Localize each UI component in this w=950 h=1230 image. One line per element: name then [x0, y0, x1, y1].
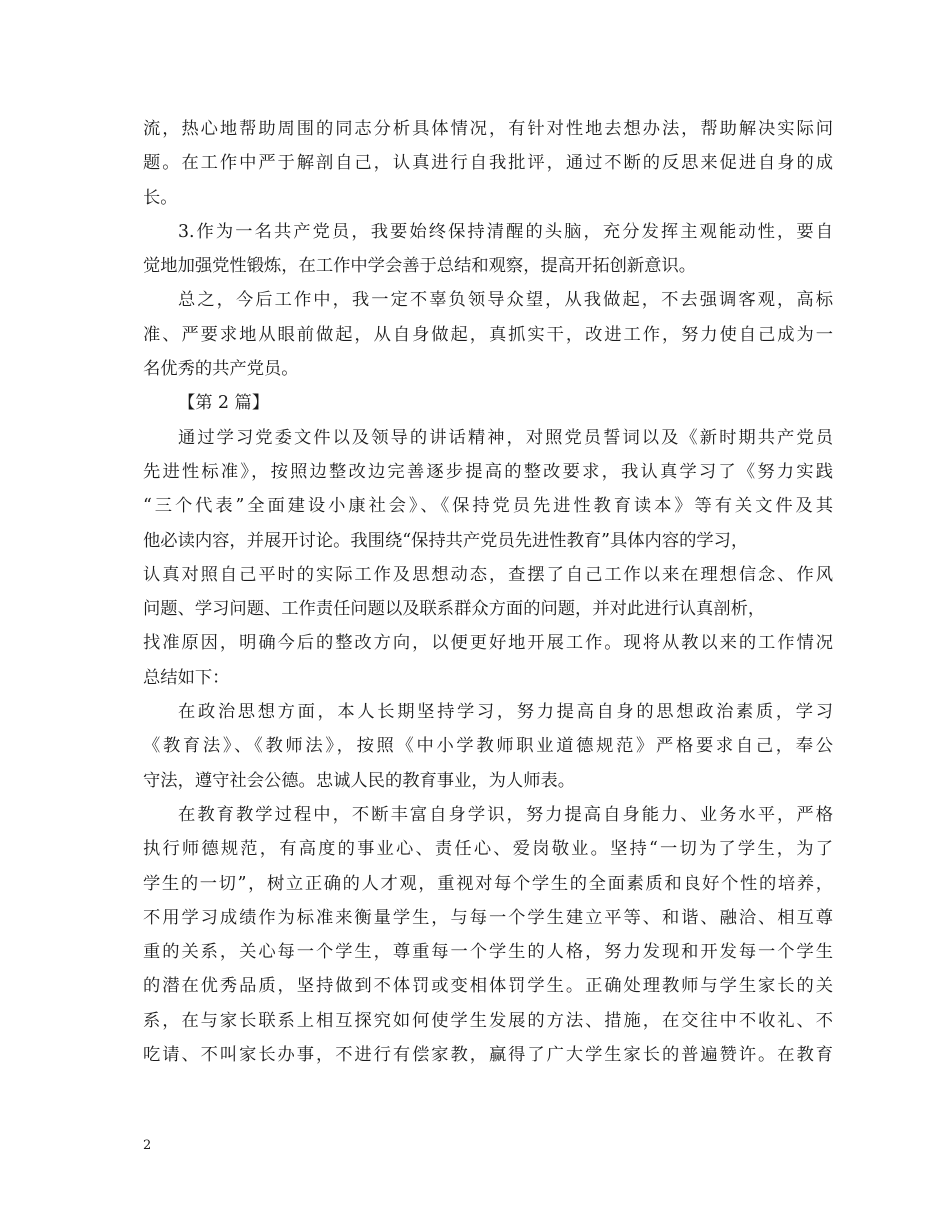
text-line: 找准原因，明确今后的整改方向，以便更好地开展工作。现将从教以来的工作情况 [143, 633, 833, 654]
text-line: 总结如下： [143, 667, 230, 688]
text-line: 流，热心地帮助周围的同志分析具体情况，有针对性地去想办法，帮助解决实际问 [143, 119, 833, 139]
page-number: 2 [143, 1138, 152, 1153]
text-line: 3.作为一名共产党员，我要始终保持清醒的头脑，充分发挥主观能动性，要自 [178, 221, 833, 242]
text-line: 名优秀的共产党员。 [143, 359, 299, 380]
section-heading: 【第 2 篇】 [178, 393, 270, 414]
text-line: 长。 [143, 187, 178, 208]
text-line: 在教育教学过程中，不断丰富自身学识，努力提高自身能力、业务水平，严格 [178, 804, 833, 825]
text-line: 认真对照自己平时的实际工作及思想动态，查摆了自己工作以来在理想信念、作风 [143, 564, 833, 585]
text-line: 总之，今后工作中，我一定不辜负领导众望，从我做起，不去强调客观，高标 [178, 290, 833, 311]
body-text [143, 112, 833, 1072]
text-line: 《教育法》、《教师法》，按照《中小学教师职业道德规范》严格要求自己，奉公 [143, 736, 833, 757]
text-line: 执行师德规范，有高度的事业心、责任心、爱岗敬业。坚持“一切为了学生，为了 [143, 839, 833, 860]
text-line: 题。在工作中严于解剖自己，认真进行自我批评，通过不断的反思来促进自身的成 [143, 153, 833, 174]
text-line: “三个代表”全面建设小康社会》、《保持党员先进性教育读本》等有关文件及其 [143, 496, 833, 517]
text-line: 觉地加强党性锻炼，在工作中学会善于总结和观察，提高开拓创新意识。 [143, 256, 697, 277]
text-line: 通过学习党委文件以及领导的讲话精神，对照党员誓词以及《新时期共产党员 [178, 427, 833, 448]
text-line: 的潜在优秀品质，坚持做到不体罚或变相体罚学生。正确处理教师与学生家长的关 [143, 976, 833, 997]
text-line: 学生的一切”，树立正确的人才观，重视对每个学生的全面素质和良好个性的培养， [143, 873, 833, 894]
text-line: 不用学习成绩作为标准来衡量学生，与每一个学生建立平等、和谐、融洽、相互尊 [143, 907, 833, 928]
text-line: 先进性标准》，按照边整改边完善逐步提高的整改要求，我认真学习了《努力实践 [143, 461, 833, 482]
text-line: 准、严要求地从眼前做起，从自身做起，真抓实干，改进工作，努力使自己成为一 [143, 324, 833, 345]
text-line: 在政治思想方面，本人长期坚持学习，努力提高自身的思想政治素质，学习 [178, 702, 833, 723]
text-line: 吃请、不叫家长办事，不进行有偿家教，赢得了广大学生家长的普遍赞许。在教育 [143, 1045, 833, 1066]
text-line: 系，在与家长联系上相互探究如何使学生发展的方法、措施，在交往中不收礼、不 [143, 1010, 833, 1031]
text-line: 重的关系，关心每一个学生，尊重每一个学生的人格，努力发现和开发每一个学生 [143, 942, 833, 963]
text-line: 守法，遵守社会公德。忠诚人民的教育事业，为人师表。 [143, 770, 576, 791]
text-line: 问题、学习问题、工作责任问题以及联系群众方面的问题，并对此进行认真剖析， [143, 599, 766, 620]
text-line: 他必读内容，并展开讨论。我围绕“保持共产党员先进性教育”具体内容的学习， [143, 530, 749, 551]
